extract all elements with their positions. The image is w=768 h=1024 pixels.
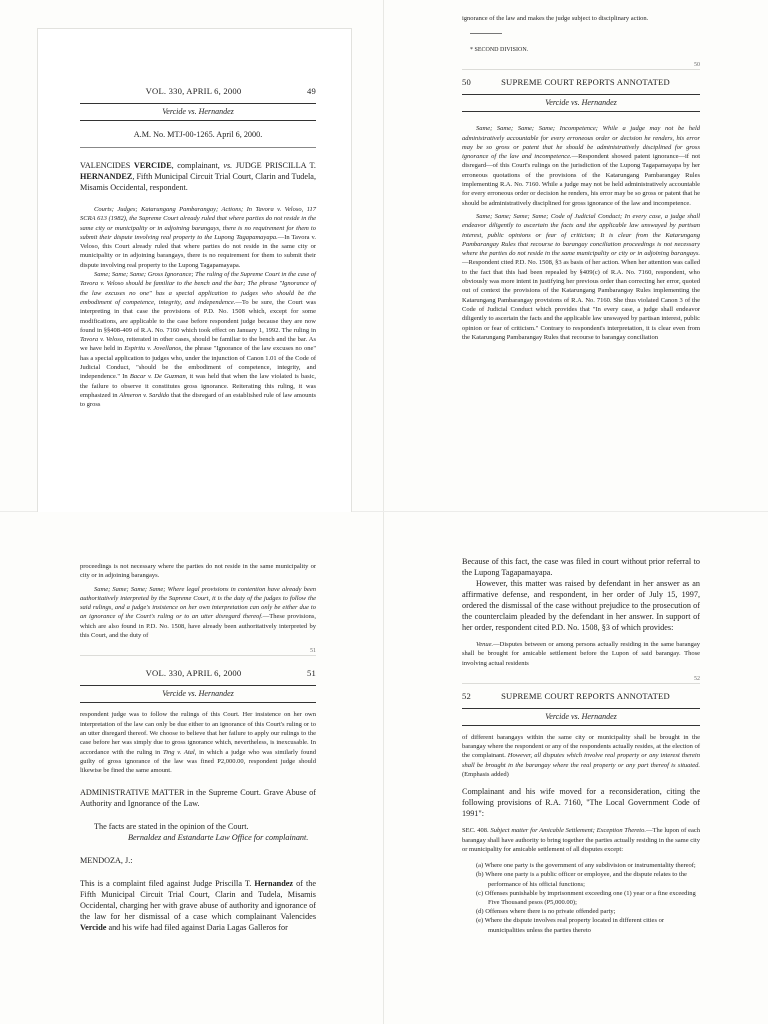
page-50-quadrant (384, 0, 768, 512)
page-number: 49 (307, 86, 316, 96)
case-short-title: Vercide vs. Hernandez (462, 708, 700, 722)
page-footer-number: 51 (310, 648, 316, 655)
page-49-header (80, 86, 316, 97)
case-short-title: Vercide vs. Hernandez (462, 94, 700, 108)
decision-paragraph-1: Because of this fact, the case was filed in court without prior referral to the Lupong Tagapamayapa. (462, 557, 700, 577)
list-item: (d) Offenses where there is no private offended party; (476, 908, 616, 916)
list-item: (e) Where the dispute involves real property located in different cities or municipalities unless the parties thereto (476, 917, 665, 934)
page-49-column (80, 86, 316, 410)
page-52-column (462, 556, 700, 935)
page-51-quadrant (0, 512, 384, 1024)
section-408: SEC. 408. Subject matter for Amicable Settlement; Exception Thereto.—The lupon of each barangay shall have authority to bring together the parties actually residing in the same city or municipality for amicable settlement of all disputes except: (462, 827, 701, 853)
running-head: VOL. 330, APRIL 6, 2000 (145, 86, 242, 96)
page-number: 50 (462, 77, 471, 88)
statute-quote: Venue.—Disputes between or among persons actually residing in the same barangay shall be brought for amicable settlement before the Lupon of said barangay. Those involving actual residents (462, 641, 700, 667)
page-50-header (462, 77, 700, 88)
case-short-title: Vercide vs. Hernandez (80, 685, 316, 699)
page-51-column (80, 562, 316, 933)
page-50-column (462, 14, 700, 342)
exceptions-list (462, 861, 700, 935)
running-head: SUPREME COURT REPORTS ANNOTATED (501, 690, 670, 701)
list-item: (c) Offenses punishable by imprisonment exceeding one (1) year or a fine exceeding Five Thousand pesos (P5,000.00); (476, 889, 696, 907)
continued-text: proceedings is not necessary where the parties do not reside in the same municipality or city or in adjoining barangays. (80, 563, 316, 580)
footnote-rule (470, 33, 502, 34)
parties: VALENCIDES VERCIDE, complainant, vs. JUDGE PRISCILLA T. HERNANDEZ, Fifth Municipal Circuit Trial Court, Clarin and Tudela, Misamis Occidental, respondent. (80, 161, 316, 192)
list-item: (a) Where one party is the government of any subdivision or instrumentality thereof; (476, 862, 696, 870)
statute-quote-continued: of different barangays within the same city or municipality shall be brought in the barangay where the respondent or any of the respondents actually resides, at the election of the complainant. However, all disputes which involve real property or any interest therein shall be brought in the barangay where the real property or any part thereof is situated. (Emphasis added) (462, 733, 700, 779)
case-short-title: Vercide vs. Hernandez (80, 103, 316, 117)
decision-body: This is a complaint filed against Judge Priscilla T. Hernandez of the Fifth Municipal Circuit Trial Court, Clarin and Tudela, Misamis Occidental, charging her with grave abuse of authority and ignorance of the law for her dismissal of a case which complainant Valencides Vercide and his wife had filed against Daria Lagas Galleros for (80, 879, 316, 933)
decision-paragraph-2: However, this matter was raised by defendant in her answer as an affirmative defense, and respondent, in her order of July 15, 1997, ordered the dismissal of the case without prejudice to the prosecution of the counterclaim pleaded by the defendant in her answer. In support of her order, respondent cited P.D. No. 1508, §3 of which provides: (462, 579, 700, 632)
complainant-name: VERCIDE (133, 161, 172, 170)
syllabus-continued: respondent judge was to follow the rulings of this Court. Her insistence on her own interpretation of the law can only be due either to an ignorance of this Court's ruling or to an utter disregard thereof. We choose to believe that her failure to apply our rulings to the case before her was simply due to gross ignorance which, nevertheless, is inexcusable. In accordance with the ruling in Ting v. Atal, in which a judge who was similarly found guilty of gross ignorance of the law was fined P2,000.00, respondent judge should likewise be fined the same amount. (80, 711, 317, 775)
respondent-name: HERNANDEZ (80, 172, 133, 181)
running-head: SUPREME COURT REPORTS ANNOTATED (501, 77, 670, 88)
facts-statement: The facts are stated in the opinion of the Court. (94, 822, 249, 832)
page-49-quadrant (0, 0, 384, 512)
page-52-header (462, 691, 700, 702)
header-rule (80, 120, 316, 121)
counsel: Bernaldez and Estandarte Law Office for complainant. (128, 833, 309, 843)
page-number: 51 (307, 668, 316, 679)
syllabus-2: Same; Same; Same; Gross Ignorance; The ruling of the Supreme Court in the case of Tavora v. Veloso should be familiar to the bench and the bar; The phrase "Ignorance of the law excuses no one" has a special application to judges who should be the embodiment of competence, integrity, and independence.—To be sure, the Court was interpreting in that case the provisions of P.D. No. 1508 which, except for some modifications, are applicable to the case before respondent judge because they are now found in §§408-409 of R.A. No. 7160 which took effect on January 1, 1992. The ruling in Tavora v. Veloso, reiterated in other cases, should be familiar to the bench and the bar. As we have held in Espiritu v. Jovellanos, the phrase "Ignorance of the law excuses no one" has a special application to judges who, under the injunction of Canon 1.01 of the Code of Judicial Conduct, "should be the embodiment of competence, integrity, and independence." In Bacar v. De Guzman, it was held that when the law violated is basic, the failure to observe it constitutes gross ignorance. Reiterating this ruling, it was emphasized in Almeron v. Sardido that the disregard of an established rule of law amounts to gross (80, 271, 317, 409)
running-head: VOL. 330, APRIL 6, 2000 (145, 668, 242, 679)
footnote: * SECOND DIVISION. (470, 47, 529, 54)
case-number: A.M. No. MTJ-00-1265. April 6, 2000. (133, 130, 263, 139)
syllabus-4: Same; Same; Same; Same; Code of Judicial Conduct; In every case, a judge shall endeavor diligently to ascertain the facts and the applicable law unswayed by partisan interest, public opinions or fear of criticism; It is clear from the Katarungang Pambarangay Rules that recourse to barangay conciliation proceedings is not necessary where the parties do not reside in the same municipality or city or in adjoining barangays.—Respondent cited P.D. No. 1508, §3 as basis of her action. When her attention was called to the fact that this had been repealed by §409(c) of R.A. No. 7160, respondent, who obviously was more intent in justifying her previous order than correcting her error, quoted out of context the provisions of the Katarungang Pambarangay Rules implementing the Katarungang Pambarangay provisions of R.A. No. 7160. She thus violated Canon 3 of the Code of Judicial Conduct which provides that "In every case, a judge shall endeavor diligently to ascertain the facts and the applicable law unswayed by partisan interest, public opinion or fear of criticism." Contrary to respondent's interpretation, it is clear even from the Katarungang Pambarangay Rules that recourse to barangay conciliation (462, 212, 700, 341)
administrative-matter: ADMINISTRATIVE MATTER in the Supreme Court. Grave Abuse of Authority and Ignorance of the Law. (80, 788, 316, 809)
continued-text: ignorance of the law and makes the judge subject to disciplinary action. (462, 15, 649, 22)
page-52-quadrant (384, 512, 768, 1024)
page-footer-number: 50 (694, 62, 700, 69)
syllabus-1: Courts; Judges; Katarungang Pambarangay; Actions; In Tavora v. Veloso, 117 SCRA 613 (1982), the Supreme Court already ruled that where parties do not reside in the same city or municipality or in adjoining barangays, there is no requirement for them to submit their dispute involving real property to the Lupong Tagapamayapa.—In Tavora v. Veloso, this Court already ruled that where parties do not reside in the same city or municipality or in adjoining barangays, there is no requirement for them to submit their dispute involving real property to the Lupong Tagapamayapa. (80, 206, 316, 269)
syllabus-3: Same; Same; Same; Same; Incompetence; While a judge may not be held administratively accountable for every erroneous order or decision he renders, his error may be so gross or patent that he should be administratively disciplined for gross ignorance of the law and incompetence.—Respondent showed patent ignorance—if not disregard—of this Court's rulings on the jurisdiction of the Lupong Tagapamayapa by her erroneous quotations of the provisions of the Katarungang Pambarangay Rules implementing R.A. No. 7160. While a judge may not be held administratively accountable for every erroneous order or decision he renders, his error may be so gross or patent that he should be administratively disciplined for gross ignorance of the law and incompetence. (462, 125, 700, 207)
list-item: (b) Where one party is a public officer or employee, and the dispute relates to the performance of his official functions; (476, 871, 687, 888)
page-footer-number: 52 (694, 675, 700, 682)
syllabus-5: Same; Same; Same; Same; Where legal provisions in contention have already been authoritatively interpreted by the Supreme Court, it is the duty of the judges to follow the said rulings, and a judge's insistence on her own interpretation can only be either due to an ignorance of the Court's ruling or to an utter disregard thereof.—These provisions, which are also found in P.D. No. 1508, have already been authoritatively interpreted by this Court, and the duty of (80, 585, 316, 640)
ponente: MENDOZA, J.: (80, 856, 133, 866)
page-number: 52 (462, 690, 471, 701)
decision-paragraph-3: Complainant and his wife moved for a reconsideration, citing the following provisions of R.A. 7160, "The Local Government Code of 1991": (462, 787, 700, 819)
page-51-header (80, 668, 316, 679)
